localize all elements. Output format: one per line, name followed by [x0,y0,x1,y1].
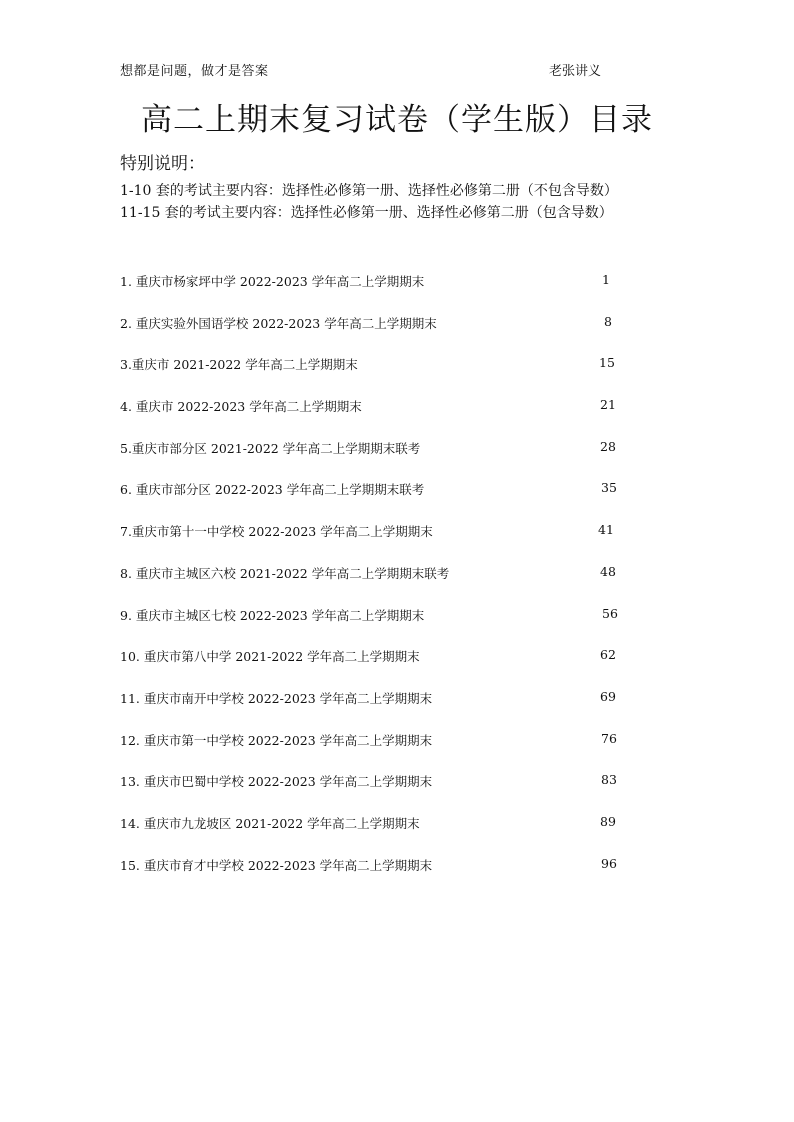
toc-entry-title: 9. 重庆市主城区七校 2022-2023 学年高二上学期期末 [120,607,425,623]
toc-entry-page: 69 [600,688,616,704]
toc-entry-title: 12. 重庆市第一中学校 2022-2023 学年高二上学期期末 [120,732,433,748]
toc-entry-title: 3.重庆市 2021-2022 学年高二上学期期末 [120,357,358,373]
header-motto: 想都是问题，做才是答案 [120,64,269,79]
toc-entry[interactable] [120,314,640,356]
toc-entry[interactable] [120,814,640,856]
toc-entry[interactable] [120,606,640,648]
toc-entry[interactable] [120,355,640,397]
toc-entry-title: 13. 重庆市巴蜀中学校 2022-2023 学年高二上学期期末 [120,774,433,790]
toc-entry-page: 21 [600,397,616,413]
toc-entry[interactable] [120,731,640,773]
header-author: 老张讲义 [549,64,602,79]
toc-entry[interactable] [120,439,640,481]
toc-entry-page: 76 [601,730,617,746]
toc-entry[interactable] [120,772,640,814]
notes-line: 11-15 套的考试主要内容：选择性必修第一册、选择性必修第二册（包含导数） [120,205,613,221]
toc-entry-page: 28 [600,438,616,454]
page-title: 高二上期末复习试卷（学生版）目录 [141,102,653,138]
toc-entry-title: 5.重庆市部分区 2021-2022 学年高二上学期期末联考 [120,440,421,456]
toc-entry[interactable] [120,647,640,689]
toc-entry[interactable] [120,272,640,314]
toc-entry-title: 7.重庆市第十一中学校 2022-2023 学年高二上学期期末 [120,524,433,540]
toc-entry-title: 11. 重庆市南开中学校 2022-2023 学年高二上学期期末 [120,690,433,706]
toc-entry[interactable] [120,397,640,439]
toc-entry-page: 41 [598,522,614,538]
toc-entry-page: 89 [600,813,616,829]
toc-entry-title: 1. 重庆市杨家坪中学 2022-2023 学年高二上学期期末 [120,274,425,289]
toc-entry-title: 8. 重庆市主城区六校 2021-2022 学年高二上学期期末联考 [120,565,450,581]
toc-entry[interactable] [120,480,640,522]
toc-entry-page: 1 [602,272,610,287]
notes-line: 1-10 套的考试主要内容：选择性必修第一册、选择性必修第二册（不包含导数） [120,183,618,199]
toc-entry[interactable] [120,689,640,731]
toc-entry[interactable] [120,856,640,898]
toc-entry-title: 2. 重庆实验外国语学校 2022-2023 学年高二上学期期末 [120,315,437,331]
toc-entry-page: 96 [601,855,617,871]
toc-entry-title: 14. 重庆市九龙坡区 2021-2022 学年高二上学期期末 [120,815,420,831]
toc-entry-page: 62 [600,647,616,663]
toc-entry-page: 48 [600,563,616,579]
toc-entry-page: 35 [601,480,617,496]
table-of-contents [120,272,640,897]
toc-entry-title: 10. 重庆市第八中学 2021-2022 学年高二上学期期末 [120,649,420,665]
toc-entry-page: 56 [602,605,618,621]
toc-entry-title: 4. 重庆市 2022-2023 学年高二上学期期末 [120,399,362,415]
toc-entry[interactable] [120,564,640,606]
notes-heading: 特别说明： [120,154,205,174]
toc-entry[interactable] [120,522,640,564]
toc-entry-title: 6. 重庆市部分区 2022-2023 学年高二上学期期末联考 [120,482,425,498]
toc-entry-page: 83 [601,772,617,788]
toc-entry-title: 15. 重庆市育才中学校 2022-2023 学年高二上学期期末 [120,857,433,873]
toc-entry-page: 15 [599,355,615,371]
toc-entry-page: 8 [604,313,612,329]
